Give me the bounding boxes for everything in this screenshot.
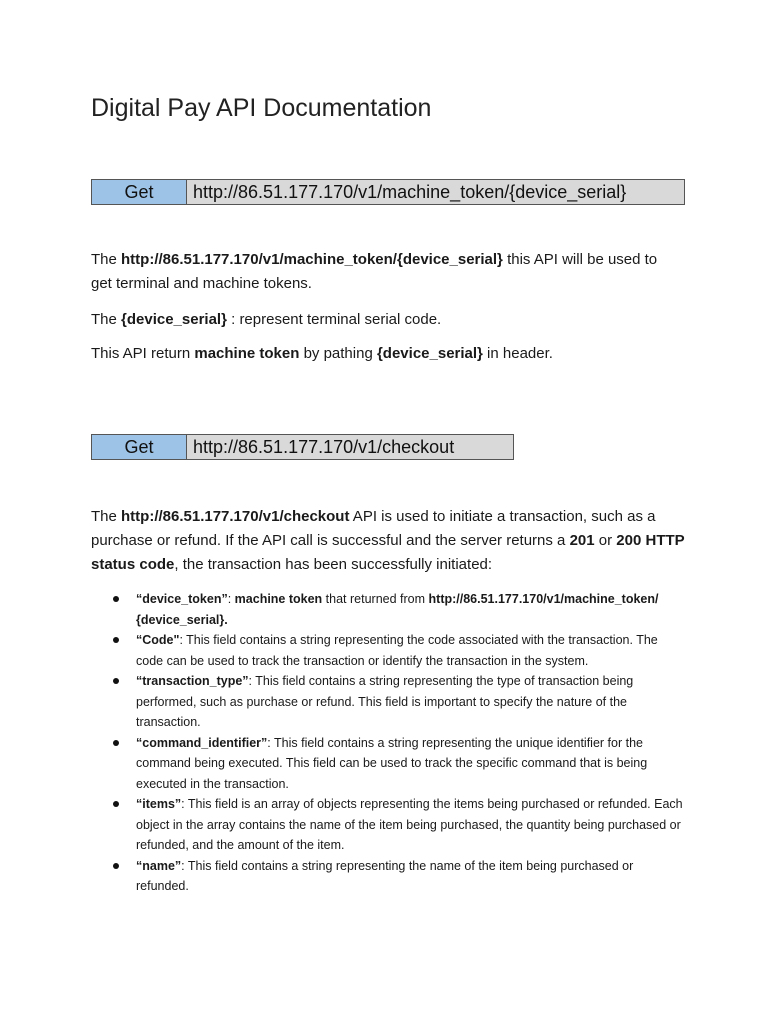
field-description: This field contains a string representing the name of the item being purchased or refunded.	[136, 858, 634, 893]
field-name: “name”	[136, 858, 182, 873]
param-name: {device_serial}	[376, 345, 483, 362]
list-item-code	[113, 630, 683, 671]
return-value: machine token	[194, 345, 300, 362]
status-code: 201	[569, 532, 595, 549]
field-name: “items”	[136, 797, 182, 811]
endpoint-url-inline: http://86.51.177.170/v1/checkout	[121, 508, 350, 525]
bullet-icon	[113, 740, 119, 746]
machine-token-description	[91, 248, 671, 296]
text-run: The	[91, 508, 122, 525]
field-description: This field contains a string representing the unique identifier for the command being executed. This field can be used to track the specific command that is being executed in the transaction.	[136, 735, 648, 791]
text-run: The	[91, 251, 122, 268]
field-name: “Code"	[136, 633, 180, 647]
text-run: :	[179, 633, 187, 647]
bullet-icon	[113, 678, 119, 684]
text-run: :	[227, 592, 235, 606]
checkout-description	[91, 505, 691, 577]
endpoint-url-inline: http://86.51.177.170/v1/machine_token/{device_serial}	[121, 251, 503, 268]
text-run: in header.	[482, 345, 553, 362]
device-serial-description	[91, 308, 671, 332]
http-method-label: Get	[92, 180, 187, 204]
text-run: by pathing	[299, 345, 377, 362]
param-name: {device_serial}	[121, 311, 227, 328]
list-item-command-identifier	[113, 733, 683, 795]
list-item-transaction-type	[113, 671, 683, 733]
bullet-icon	[113, 801, 119, 807]
page-title: Digital Pay API Documentation	[91, 94, 432, 122]
field-list	[113, 589, 683, 897]
http-method-label: Get	[92, 435, 187, 459]
text-run: :	[267, 735, 275, 750]
list-item-items	[113, 794, 683, 856]
text-run: : represent terminal serial code.	[226, 311, 442, 328]
return-description	[91, 342, 671, 366]
text-run: API is used to initiate a transaction, such as a purchase or refund. If the API call is successful and the server returns a	[91, 508, 656, 549]
field-description: This field contains a string representing the type of transaction being performed, such as purchase or refund. This field is important to specify the nature of the transaction.	[136, 674, 634, 729]
text-run: The	[91, 311, 122, 328]
text-run: :	[248, 674, 256, 688]
text-run: this API will be used to get terminal and machine tokens.	[91, 251, 658, 292]
status-code: 200 HTTP status code	[91, 532, 685, 573]
endpoint-url-inline: http://86.51.177.170/v1/machine_token/ {device_serial}.	[136, 592, 659, 627]
text-run: or	[594, 532, 617, 549]
bullet-icon	[113, 637, 119, 643]
endpoint-url: http://86.51.177.170/v1/checkout	[187, 435, 513, 459]
text-run: , the transaction has been successfully initiated:	[174, 556, 493, 573]
field-name: “device_token”	[136, 592, 228, 606]
field-name: “command_identifier”	[136, 735, 268, 750]
endpoint-machine-token	[91, 179, 685, 205]
list-item-name	[113, 856, 683, 897]
text-run: :	[181, 858, 188, 873]
field-description: that returned from	[322, 592, 429, 606]
text-run: :	[181, 797, 188, 811]
list-item-device-token	[113, 589, 683, 630]
text-run: This API return	[91, 345, 195, 362]
bullet-icon	[113, 596, 119, 602]
field-name: “transaction_type”	[136, 674, 249, 688]
endpoint-url: http://86.51.177.170/v1/machine_token/{device_serial}	[187, 180, 684, 204]
endpoint-checkout	[91, 434, 514, 460]
field-emphasis: machine token	[234, 592, 323, 606]
field-description: This field contains a string representing the code associated with the transaction. The code can be used to track the transaction or identify the transaction in the system.	[136, 633, 658, 668]
field-description: This field is an array of objects representing the items being purchased or refunded. Each object in the array contains the name of the item being purchased, the quantity being purchased or refunded, and the amount of the item.	[136, 797, 683, 852]
bullet-icon	[113, 863, 119, 869]
